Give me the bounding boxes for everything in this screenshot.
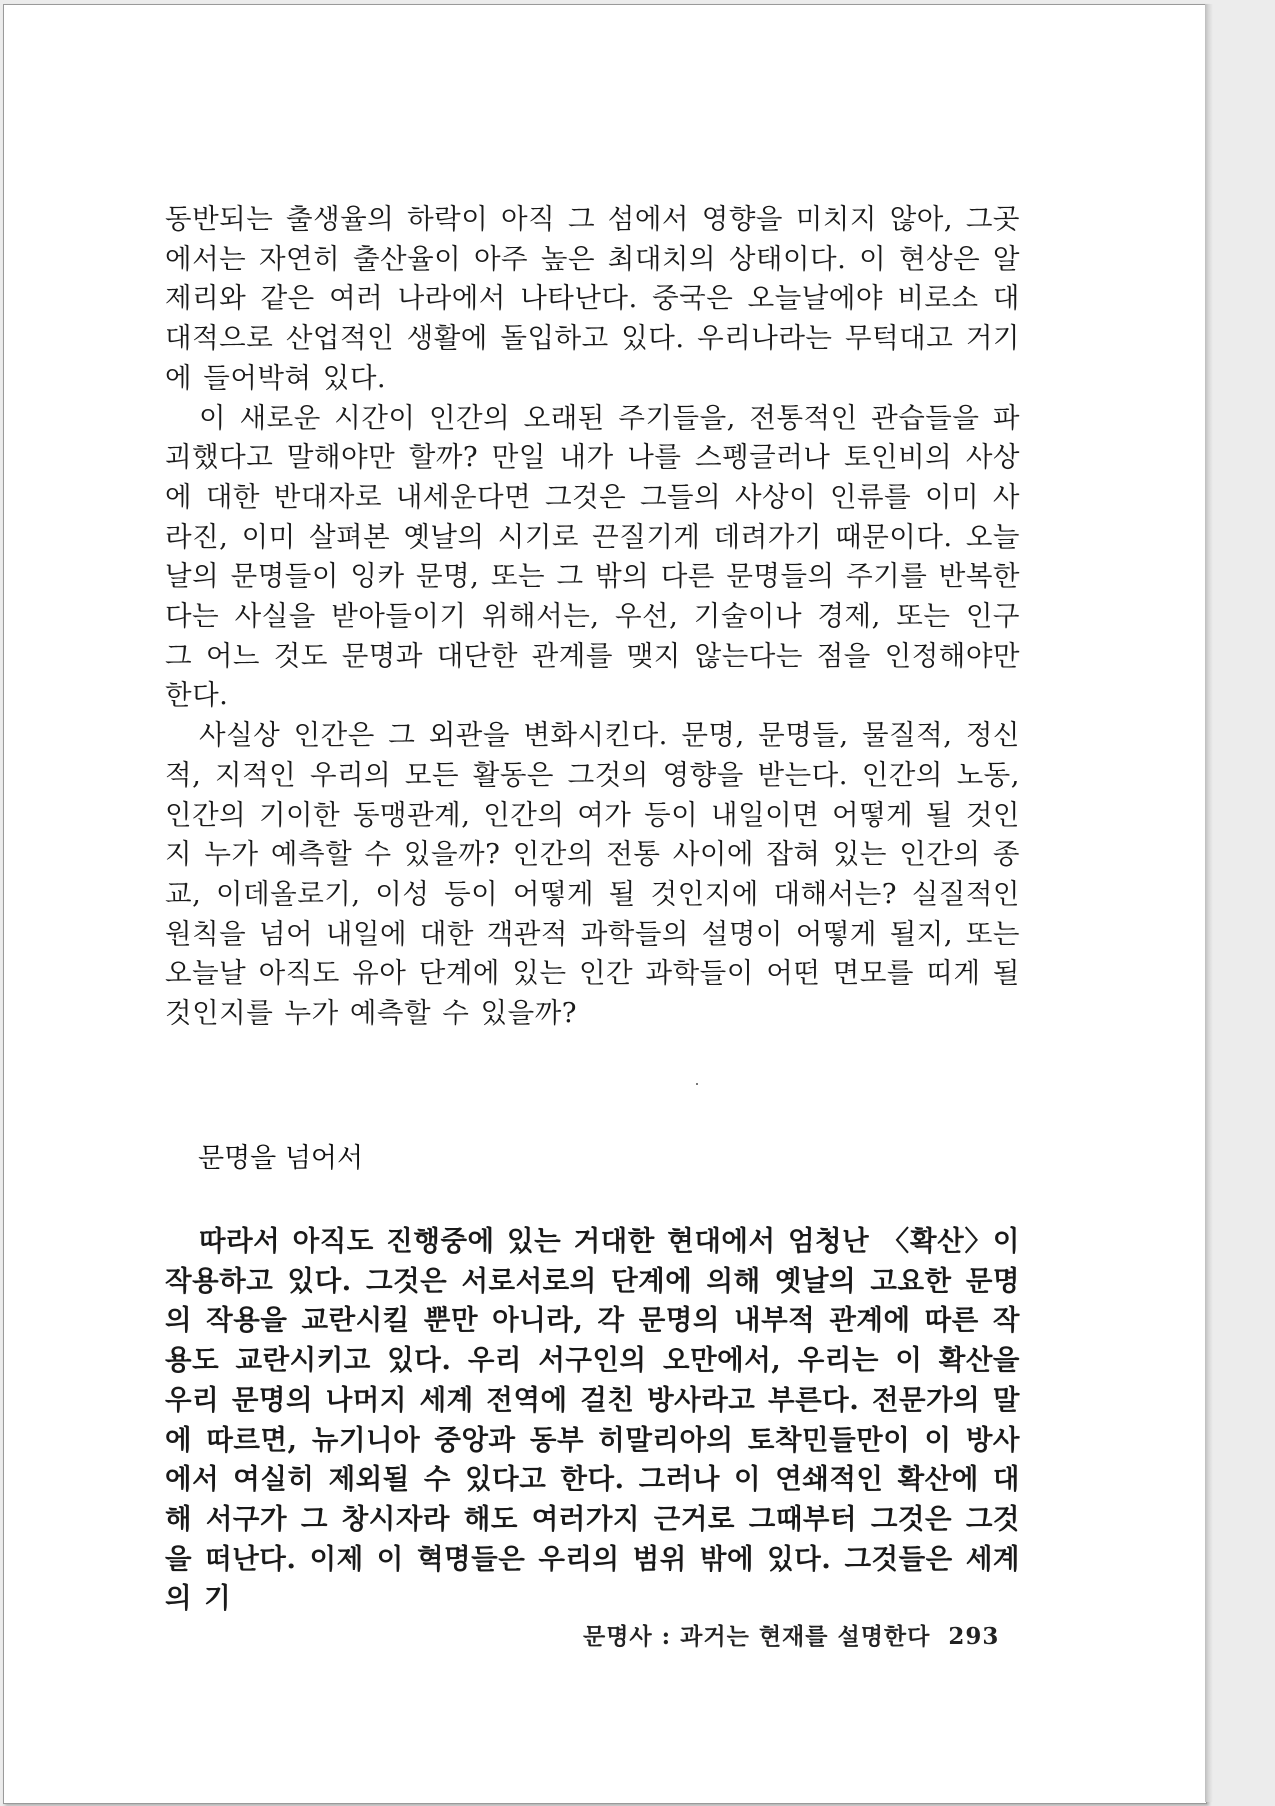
running-title: 문명사 : 과거는 현재를 설명한다 [583, 1623, 931, 1650]
paragraph-continued: 동반되는 출생율의 하락이 아직 그 섬에서 영향을 미치지 않아, 그곳에서는 자연히 출산율이 아주 높은 최대치의 상태이다. 이 현상은 알제리와 같은 여러 나라에서 나타난다. 중국은 오늘날에야 비로소 대대적으로 산업적인 생활에 돌입하고 있다. 우리나라는 무턱대고 거기에 들어박혀 있다. [165, 203, 1020, 394]
body-text [165, 200, 1020, 1034]
page-edge-shadow [1205, 4, 1213, 1802]
section-heading: 문명을 넘어서 [198, 1143, 364, 1174]
page-footer [583, 1618, 999, 1651]
page-number: 293 [948, 1623, 1000, 1650]
print-speck [696, 1083, 698, 1085]
paragraph: 따라서 아직도 진행중에 있는 거대한 현대에서 엄청난 〈확산〉이 작용하고 있다. 그것은 서로서로의 단계에 의해 옛날의 고요한 문명의 작용을 교란시킬 뿐만 아니라, 각 문명의 내부적 관계에 따른 작용도 교란시키고 있다. 우리 서구인의 오만에서, 우리는 이 확산을 우리 문명의 나머지 세계 전역에 걸친 방사라고 부른다. 전문가의 말에 따르면, 뉴기니아 중앙과 동부 히말리아의 토착민들만이 이 방사에서 여실히 제외될 수 있다고 한다. 그러나 이 연쇄적인 확산에 대해 서구가 그 창시자라 해도 여러가지 근거로 그때부터 그것은 그것을 떠난다. 이제 이 혁명들은 우리의 범위 밖에 있다. 그것들은 세계의 기 [165, 1225, 1020, 1615]
section-body-text [165, 1222, 1020, 1619]
paragraph: 사실상 인간은 그 외관을 변화시킨다. 문명, 문명들, 물질적, 정신적, 지적인 우리의 모든 활동은 그것의 영향을 받는다. 인간의 노동, 인간의 기이한 동맹관계, 인간의 여가 등이 내일이면 어떻게 될 것인지 누가 예측할 수 있을까? 인간의 전통 사이에 잡혀 있는 인간의 종교, 이데올로기, 이성 등이 어떻게 될 것인지에 대해서는? 실질적인 원칙을 넘어 내일에 대한 객관적 과학들의 설명이 어떻게 될지, 또는 오늘날 아직도 유아 단계에 있는 인간 과학들이 어떤 면모를 띠게 될 것인지를 누가 예측할 수 있을까? [165, 719, 1020, 1030]
paragraph: 이 새로운 시간이 인간의 오래된 주기들을, 전통적인 관습들을 파괴했다고 말해야만 할까? 만일 내가 나를 스펭글러나 토인비의 사상에 대한 반대자로 내세운다면 그것은 그들의 사상이 인류를 이미 사라진, 이미 살펴본 옛날의 시기로 끈질기게 데려가기 때문이다. 오늘날의 문명들이 잉카 문명, 또는 그 밖의 다른 문명들의 주기를 반복한다는 사실을 받아들이기 위해서는, 우선, 기술이나 경제, 또는 인구 그 어느 것도 문명과 대단한 관계를 맺지 않는다는 점을 인정해야만 한다. [165, 401, 1020, 712]
